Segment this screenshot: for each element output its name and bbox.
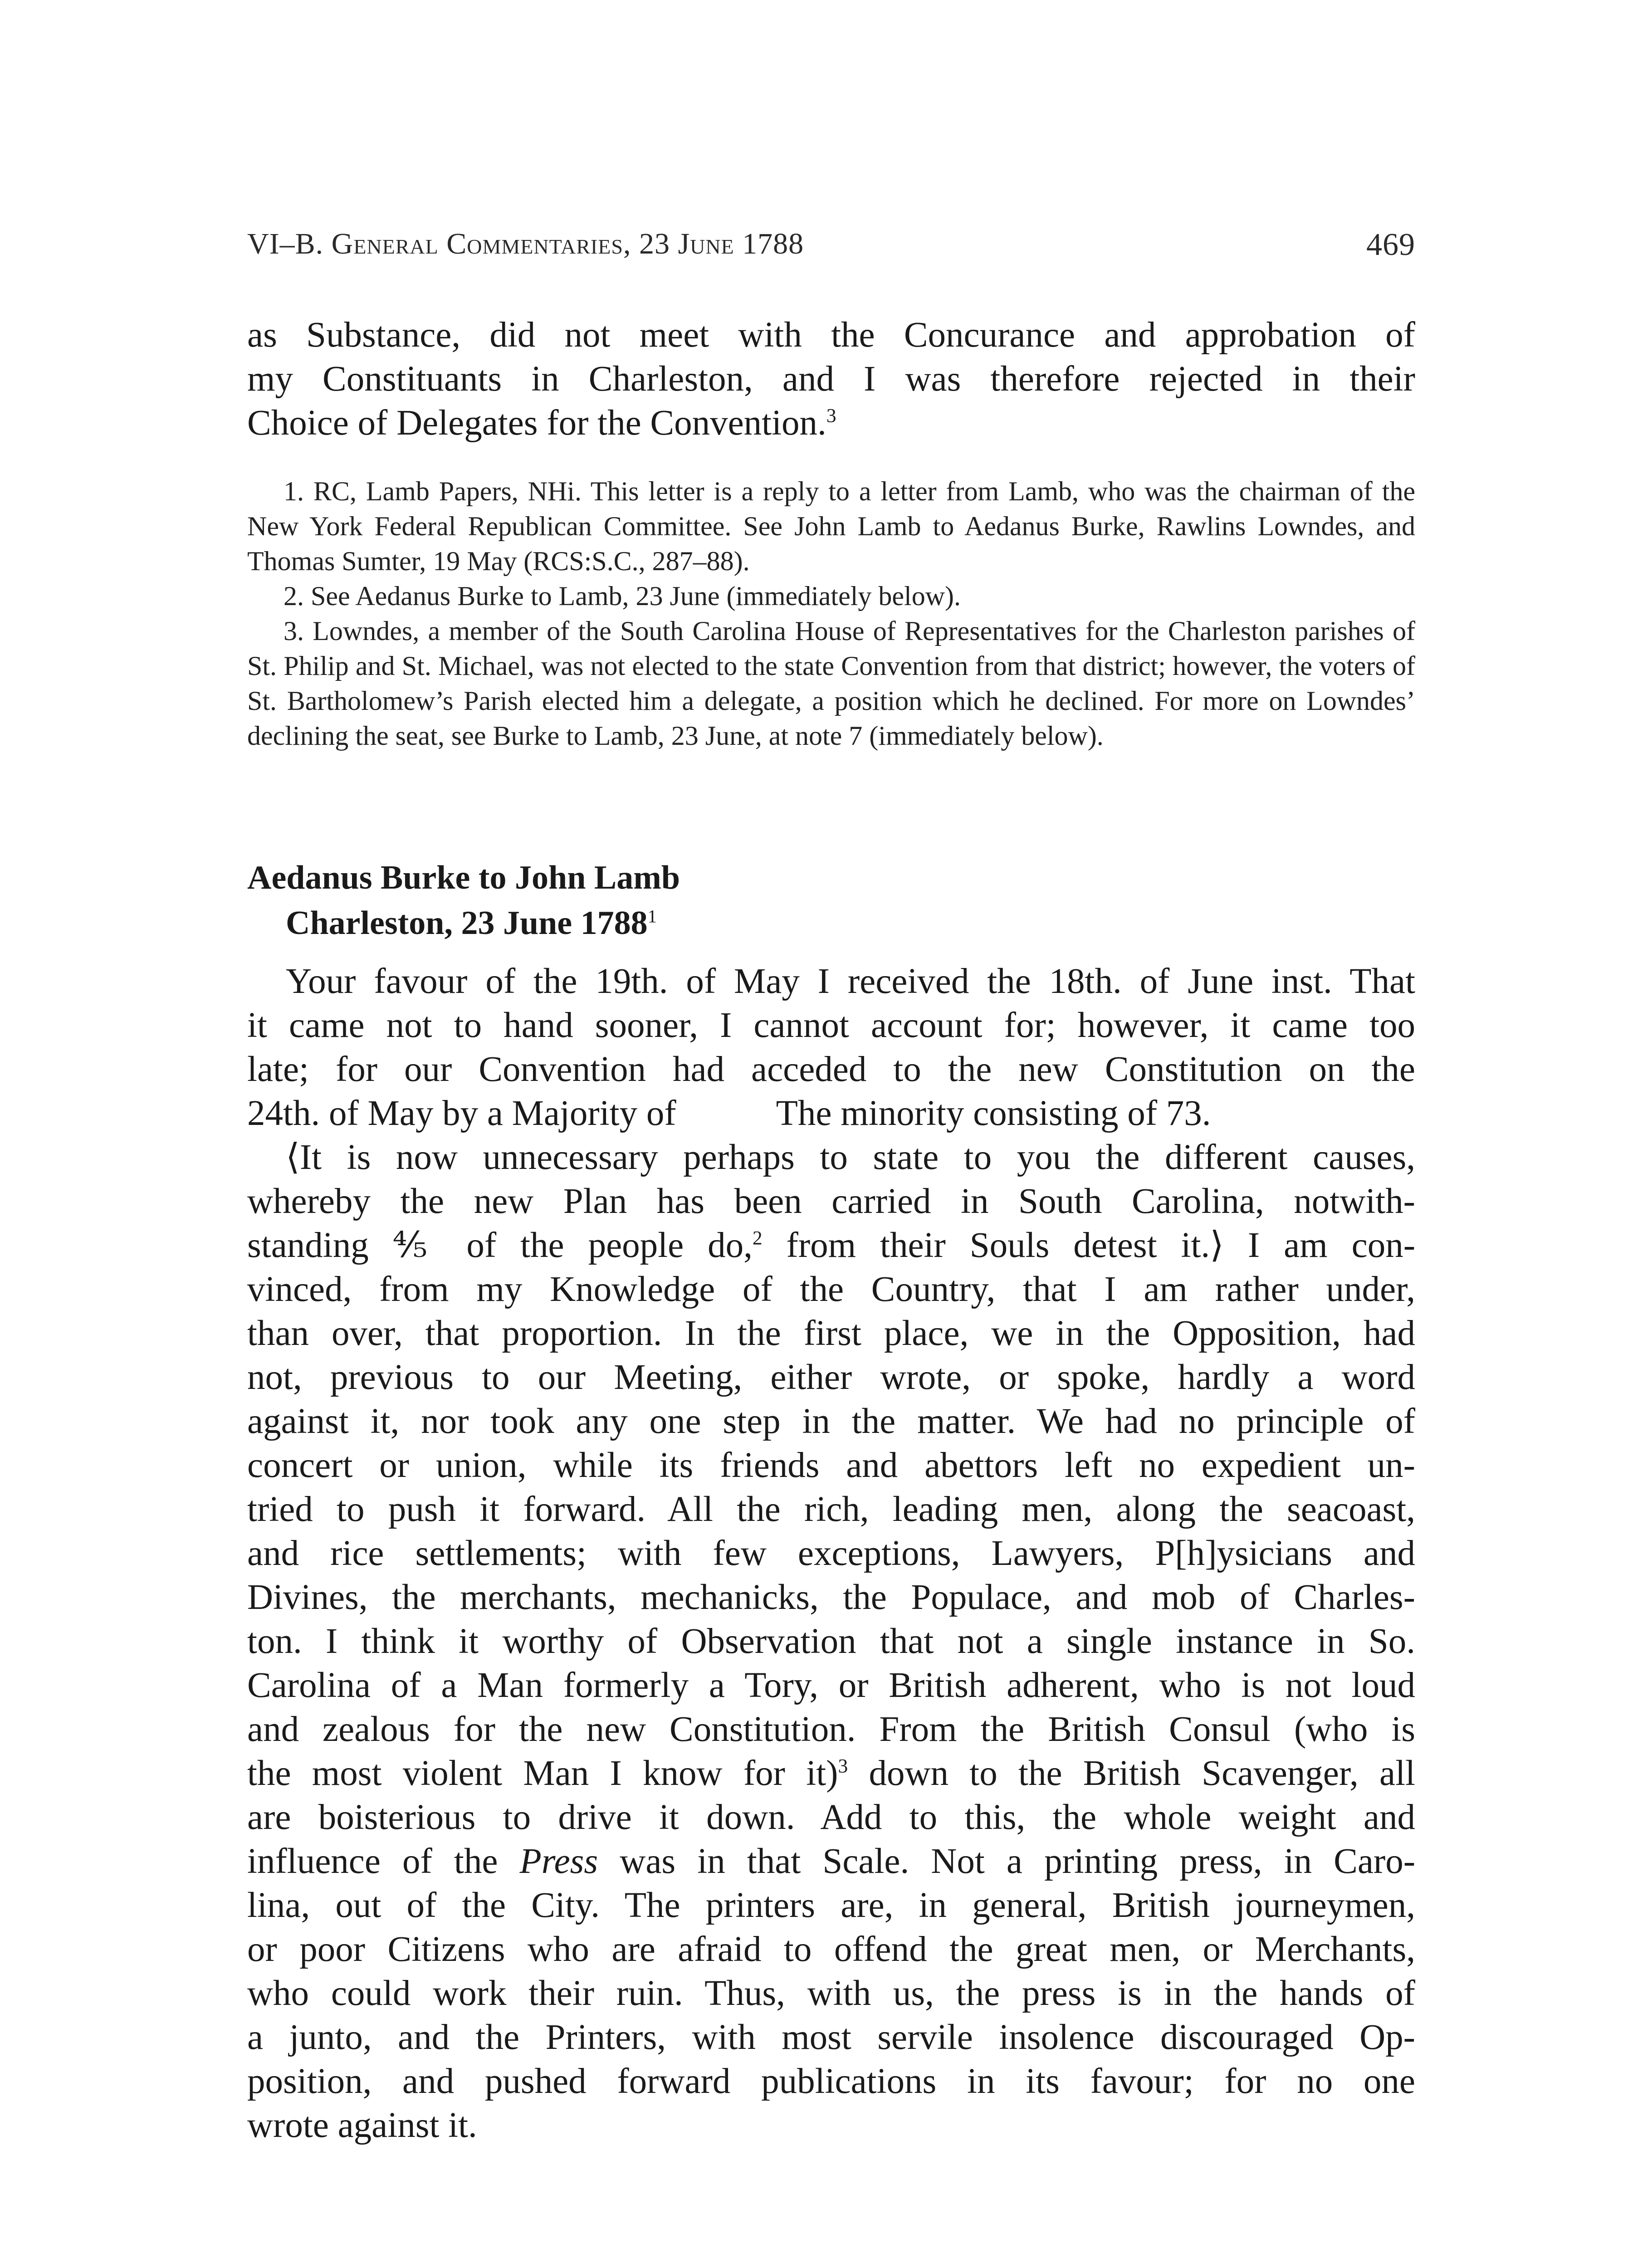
running-title-prefix: VI–B. — [247, 227, 332, 260]
footnotes — [247, 474, 1415, 753]
footnote-ref: 2 — [752, 1227, 763, 1249]
page-number: 469 — [1366, 227, 1415, 262]
text-line: Divines, the merchants, mechanicks, the Populace, and mob of Charles- — [247, 1578, 1415, 1617]
text-line: Your favour of the 19th. of May I received the 18th. of June inst. That — [286, 962, 1415, 1001]
text-line: and zealous for the new Constitution. From the British Consul (who is — [247, 1710, 1415, 1749]
text-line: not, previous to our Meeting, either wrote, or spoke, hardly a word — [247, 1358, 1415, 1397]
footnote-ref: 1 — [647, 906, 657, 927]
text-fragment: from their Souls detest it.⟩ I am con- — [762, 1226, 1416, 1265]
letter-body — [247, 959, 1415, 2147]
running-title-date: , 23 — [623, 227, 678, 260]
text-line: as Substance, did not meet with the Concurance and approbation of — [247, 315, 1415, 355]
continued-text — [247, 313, 1415, 445]
italic-word: Press — [519, 1842, 598, 1881]
text-fragment: 24th. of May by a Majority of — [247, 1094, 676, 1133]
text-line: it came not to hand sooner, I cannot account for; however, it came too — [247, 1006, 1415, 1045]
text-line: and rice settlements; with few exceptions, Lawyers, P[h]ysicians and — [247, 1534, 1415, 1573]
running-header — [247, 227, 1415, 277]
running-title — [247, 227, 804, 261]
text-fragment: down to the British Scavenger, all — [848, 1754, 1415, 1793]
letter-dateline — [247, 900, 1415, 946]
paragraph-2 — [247, 1135, 1415, 2147]
text-line: or poor Citizens who are afraid to offend the great men, or Merchants, — [247, 1930, 1415, 1969]
text-line: than over, that proportion. In the first place, we in the Opposition, had — [247, 1314, 1415, 1353]
text-fragment: the most violent Man I know for it) — [247, 1754, 838, 1793]
text-line — [247, 401, 1415, 445]
text-fragment: The minority consisting of 73. — [776, 1094, 1211, 1133]
running-title-section: General Commentaries — [331, 227, 623, 260]
text-fragment: Choice of Delegates for the Convention. — [247, 403, 826, 443]
text-line: position, and pushed forward publications in its favour; for no one — [247, 2062, 1415, 2101]
footnote-1: 1. RC, Lamb Papers, NHi. This letter is a reply to a letter from Lamb, who was the chairman of the New York Federal Republican Committee. See John Lamb to Aedanus Burke, Rawlins Lowndes, and Thomas Sumter, 19 May (RCS:S.C., 287–88). — [247, 476, 1415, 576]
text-line: who could work their ruin. Thus, with us, the press is in the hands of — [247, 1974, 1415, 2013]
footnote-ref: 3 — [838, 1755, 848, 1777]
text-line: wrote against it. — [247, 2106, 477, 2145]
text-line — [247, 1751, 1415, 1795]
text-line: ton. I think it worthy of Observation that not a single instance in So. — [247, 1622, 1415, 1661]
text-line: Carolina of a Man formerly a Tory, or British adherent, who is not loud — [247, 1666, 1415, 1705]
text-line: concert or union, while its friends and abettors left no expedient un- — [247, 1446, 1415, 1485]
dateline-text: Charleston, 23 June 1788 — [286, 904, 648, 942]
text-line — [247, 1091, 1415, 1135]
letter-title: Aedanus Burke to John Lamb — [247, 859, 680, 896]
text-line: tried to push it forward. All the rich, leading men, along the seacoast, — [247, 1490, 1415, 1529]
running-title-month: June — [678, 227, 734, 260]
running-title-year: 1788 — [734, 227, 804, 260]
text-line: against it, nor took any one step in the matter. We had no principle of — [247, 1402, 1415, 1441]
text-line — [247, 1839, 1415, 1883]
text-line: are boisterious to drive it down. Add to this, the whole weight and — [247, 1798, 1415, 1837]
footnote-3: 3. Lowndes, a member of the South Carolina House of Representatives for the Charleston parishes of St. Philip and St. Michael, was not elected to the state Convention from that district; however, the voters of St. Bartholomew’s Parish elected him a delegate, a position which he declined. For more on Lowndes’ declining the seat, see Burke to Lamb, 23 June, at note 7 (immediately below). — [247, 616, 1415, 751]
text-line: late; for our Convention had acceded to the new Constitution on the — [247, 1050, 1415, 1089]
text-line: vinced, from my Knowledge of the Country, that I am rather under, — [247, 1270, 1415, 1309]
text-line: lina, out of the City. The printers are, in general, British journeymen, — [247, 1886, 1415, 1925]
text-line: ⟨It is now unnecessary perhaps to state to you the different causes, — [286, 1138, 1415, 1177]
text-line — [247, 1223, 1415, 1267]
paragraph-1 — [247, 959, 1415, 1135]
text-fragment: standing ⅘ of the people do, — [247, 1226, 753, 1265]
text-line: my Constituants in Charleston, and I was therefore rejected in their — [247, 359, 1415, 399]
text-fragment: was in that Scale. Not a printing press, in Caro- — [598, 1842, 1415, 1881]
letter-heading — [247, 855, 1415, 946]
footnote-2: 2. See Aedanus Burke to Lamb, 23 June (immediately below). — [284, 581, 961, 611]
footnote-ref: 3 — [826, 405, 836, 427]
text-fragment: influence of the — [247, 1842, 520, 1881]
text-line: a junto, and the Printers, with most servile insolence discouraged Op- — [247, 2018, 1415, 2057]
text-line: whereby the new Plan has been carried in South Carolina, notwith- — [247, 1182, 1415, 1221]
